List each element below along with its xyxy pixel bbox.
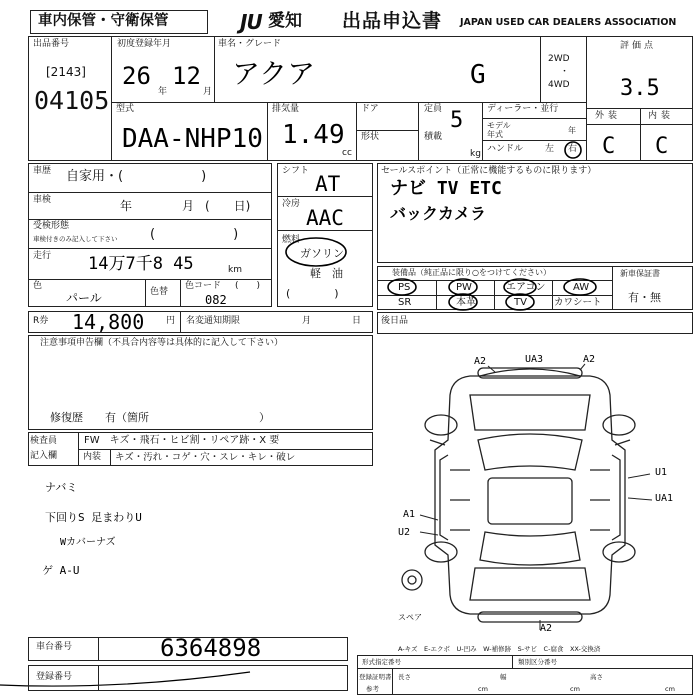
kg-unit: kg bbox=[470, 149, 481, 159]
repair-history: 修復歴 有（箇所 ） bbox=[50, 411, 270, 424]
mileage-label: 走行 bbox=[33, 251, 52, 261]
damage-mark-right-2: UA1 bbox=[655, 493, 674, 504]
inspector-note-2: 下回りS 足まわりU bbox=[45, 511, 142, 524]
damage-mark-front-right: A2 bbox=[583, 354, 596, 365]
interior-grade: C bbox=[655, 134, 669, 159]
lot-number-label: 出品番号 bbox=[33, 39, 70, 49]
color-value: パール bbox=[66, 291, 102, 305]
shift-value: AT bbox=[315, 172, 341, 196]
capacity-label: 定員 bbox=[424, 104, 443, 114]
chassis-label: 車台番号 bbox=[36, 642, 73, 652]
inspection-year: 年 bbox=[120, 199, 133, 213]
after-parts-block bbox=[377, 312, 693, 334]
spec-ref: 参考 bbox=[366, 685, 379, 693]
registration-year: 26 bbox=[122, 62, 151, 90]
displacement-value: 1.49 bbox=[282, 120, 345, 150]
selling-points-label: セールスポイント（正常に機能するものに限ります） bbox=[381, 166, 597, 176]
plate-label: 登録番号 bbox=[36, 672, 73, 682]
body-shape-label: 形状 bbox=[361, 132, 380, 142]
interior-label: 内装 bbox=[648, 111, 675, 121]
spec-class-number: 類別区分番号 bbox=[518, 658, 557, 666]
spec-model-number: 形式指定番号 bbox=[362, 658, 401, 666]
model-label: モデル bbox=[487, 121, 511, 130]
equip-seat: カワシート bbox=[554, 297, 602, 308]
inspector-fw-row: FW キズ・飛石・ヒビ割・リペア跡・X 要 bbox=[84, 435, 280, 446]
warranty-value: 有・無 bbox=[628, 291, 661, 304]
org-name: 愛知 bbox=[268, 11, 302, 31]
inspection-month: 月 bbox=[182, 199, 195, 213]
spare-label: スペア bbox=[398, 613, 422, 622]
equipment-label: 装備品（純正品に限り○をつけてください） bbox=[392, 268, 551, 277]
aircon-value: AAC bbox=[306, 206, 344, 230]
spec-length: 長さ bbox=[398, 673, 411, 681]
drive-2wd: 2WD bbox=[548, 54, 570, 64]
model-grade: G bbox=[470, 60, 486, 90]
damage-legend: A-キズ E-エクボ U-凹み W-補修跡 S-サビ C-腐食 XX-交換済 bbox=[398, 645, 601, 653]
load-label: 積載 bbox=[424, 132, 443, 142]
acceptance-label: 受検形態 bbox=[33, 221, 70, 231]
recycle-value: 14,800 bbox=[72, 310, 145, 334]
warranty-label: 新車保証書 bbox=[620, 269, 660, 278]
equip-aircon: エアコン bbox=[506, 282, 546, 293]
damage-mark-front-center: UA3 bbox=[525, 354, 544, 365]
type-label: 型式 bbox=[116, 104, 135, 114]
steering-right: 右 bbox=[568, 144, 578, 154]
rating-score: 3.5 bbox=[620, 76, 660, 101]
form-subtitle: JAPAN USED CAR DEALERS ASSOCIATION bbox=[460, 17, 677, 28]
recycle-label: R券 bbox=[33, 316, 49, 326]
equip-leather: 本革 bbox=[456, 297, 476, 308]
lot-code: [2143] bbox=[46, 65, 86, 79]
registration-month: 12 bbox=[172, 62, 201, 90]
shift-label: シフト bbox=[282, 166, 310, 176]
interior-row: キズ・汚れ・コゲ・穴・スレ・キレ・破レ bbox=[115, 452, 296, 463]
fuel-gasoline: ガソリン bbox=[300, 247, 344, 260]
selling-points-line1: ナビ TV ETC bbox=[390, 178, 502, 199]
spec-length-cm: cm bbox=[478, 685, 488, 693]
displacement-label: 排気量 bbox=[272, 104, 300, 114]
damage-mark-left-1: A1 bbox=[403, 509, 416, 520]
tax-notice-month: 月 bbox=[302, 316, 312, 326]
inspector-label: 検査員 bbox=[30, 436, 58, 446]
km-unit: km bbox=[228, 265, 242, 275]
recycle-unit: 円 bbox=[166, 316, 176, 326]
fuel-diesel: 軽 油 bbox=[310, 267, 343, 280]
color-code-label: 色コード bbox=[185, 281, 222, 291]
selling-points-line2: バックカメラ bbox=[390, 204, 487, 223]
vehicle-history-value: 自家用・( ) bbox=[66, 169, 207, 184]
dealer-label: ディーラー・並行 bbox=[487, 104, 559, 114]
equip-sr: SR bbox=[398, 297, 412, 308]
cc-unit: cc bbox=[342, 148, 352, 158]
damage-mark-rear: A2 bbox=[540, 623, 553, 634]
fuel-paren: ( ) bbox=[286, 287, 339, 300]
inspector-note-1: ナバミ bbox=[45, 481, 78, 494]
tax-notice-label: 名変通知期限 bbox=[186, 316, 241, 326]
color-code-paren: ( ) bbox=[235, 281, 261, 291]
equip-pw: PW bbox=[456, 282, 472, 293]
model-name: アクア bbox=[232, 57, 316, 90]
type-code: DAA-NHP10 bbox=[122, 124, 263, 154]
fuel-label: 燃料 bbox=[282, 235, 301, 245]
storage-stamp-text: 車内保管・守衛保管 bbox=[38, 13, 169, 29]
first-registration-label: 初度登録年月 bbox=[117, 39, 172, 49]
inspection-label: 車検 bbox=[33, 195, 52, 205]
capacity-value: 5 bbox=[450, 108, 464, 133]
rating-label: 評価点 bbox=[620, 41, 657, 51]
interior-row-label: 内装 bbox=[83, 452, 102, 462]
model-year-label: 年式 bbox=[487, 130, 503, 139]
month-unit: 月 bbox=[203, 87, 213, 97]
vehicle-history-label: 車歴 bbox=[33, 166, 52, 176]
mileage-value: 14万7千8 45 bbox=[88, 254, 194, 274]
tax-notice-day: 日 bbox=[352, 316, 362, 326]
model-grade-label: 車名・グレード bbox=[218, 39, 282, 49]
year-unit: 年 bbox=[158, 87, 168, 97]
acceptance-note: 車検付きのみ記入して下さい bbox=[33, 235, 118, 243]
spec-width-cm: cm bbox=[570, 685, 580, 693]
inspector-note-3: Wカバーナズ bbox=[60, 537, 116, 548]
spec-height: 高さ bbox=[590, 673, 603, 681]
drive-4wd: 4WD bbox=[548, 80, 570, 90]
acceptance-paren: ( ) bbox=[150, 227, 239, 242]
equip-aw: AW bbox=[573, 282, 590, 293]
chassis-number: 6364898 bbox=[160, 634, 262, 662]
form-title: 出品申込書 bbox=[342, 10, 443, 32]
steering-left: 左 bbox=[545, 144, 555, 154]
color-change-label: 色替 bbox=[150, 287, 169, 297]
inspection-day: ( 日) bbox=[205, 199, 251, 213]
steering-label: ハンドル bbox=[487, 144, 524, 154]
color-label: 色 bbox=[33, 281, 43, 291]
ju-logo: JU bbox=[240, 10, 262, 34]
spec-reg-cert: 登録証明書 bbox=[359, 673, 392, 681]
aircon-label: 冷房 bbox=[282, 199, 301, 209]
lot-number: 04105 bbox=[34, 86, 110, 115]
model-year-unit: 年 bbox=[568, 126, 576, 135]
drive-dot: ・ bbox=[560, 67, 570, 77]
inspector-entry-label: 記入欄 bbox=[30, 451, 58, 461]
equip-tv: TV bbox=[514, 297, 527, 308]
damage-mark-right-1: U1 bbox=[655, 467, 668, 478]
damage-mark-front-left: A2 bbox=[474, 356, 487, 367]
notes-label: 注意事項申告欄（不具合内容等は具体的に記入して下さい） bbox=[40, 338, 284, 348]
spec-width: 幅 bbox=[500, 673, 507, 681]
after-parts-label: 後日品 bbox=[381, 316, 409, 326]
inspector-note-4: ゲ A-U bbox=[42, 564, 80, 577]
damage-mark-left-2: U2 bbox=[398, 527, 411, 538]
door-label: ドア bbox=[361, 104, 379, 114]
spec-height-cm: cm bbox=[665, 685, 675, 693]
equip-ps: PS bbox=[398, 282, 411, 293]
exterior-grade: C bbox=[602, 134, 616, 159]
color-code-value: 082 bbox=[205, 293, 227, 307]
plate-block bbox=[28, 665, 348, 691]
exterior-label: 外装 bbox=[595, 111, 622, 121]
